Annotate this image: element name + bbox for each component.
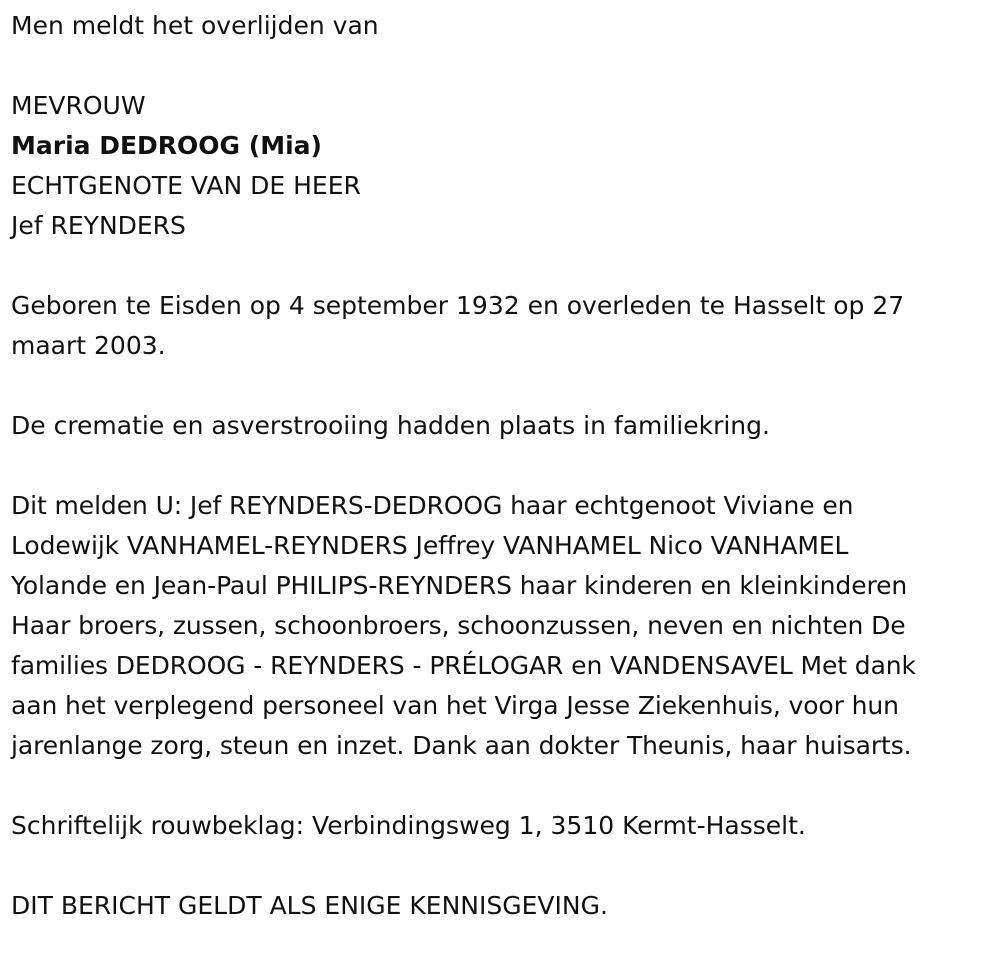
spacer xyxy=(11,846,986,886)
title-prefix: MEVROUW xyxy=(11,91,146,120)
spouse-relation: ECHTGENOTE VAN DE HEER xyxy=(11,171,361,200)
announcers-line: jarenlange zorg, steun en inzet. Dank aan dokter Theunis, haar huisarts. xyxy=(11,731,912,760)
spacer xyxy=(11,366,986,406)
spacer xyxy=(11,446,986,486)
announcers-line: families DEDROOG - REYNDERS - PRÉLOGAR en VANDENSAVEL Met dank xyxy=(11,651,916,680)
announcers-line: Dit melden U: Jef REYNDERS-DEDROOG haar echtgenoot Viviane en xyxy=(11,491,854,520)
intro-text: Men meldt het overlijden van xyxy=(11,11,379,40)
announcers-line: Haar broers, zussen, schoonbroers, schoonzussen, neven en nichten De xyxy=(11,611,906,640)
announcers-line: aan het verplegend personeel van het Virga Jesse Ziekenhuis, voor hun xyxy=(11,691,899,720)
deceased-name: Maria DEDROOG (Mia) xyxy=(11,131,322,160)
spacer xyxy=(11,246,986,286)
birth-death-line-2: maart 2003. xyxy=(11,331,166,360)
announcers-line: Yolande en Jean-Paul PHILIPS-REYNDERS haar kinderen en kleinkinderen xyxy=(11,571,908,600)
ceremony-text: De crematie en asverstrooiing hadden plaats in familiekring. xyxy=(11,411,770,440)
announcers-paragraph xyxy=(11,486,986,766)
death-notice xyxy=(11,6,986,926)
spouse-name: Jef REYNDERS xyxy=(11,211,186,240)
birth-death-line-1: Geboren te Eisden op 4 september 1932 en overleden te Hasselt op 27 xyxy=(11,291,905,320)
announcers-line: Lodewijk VANHAMEL-REYNDERS Jeffrey VANHAMEL Nico VANHAMEL xyxy=(11,531,849,560)
condolences-address: Schriftelijk rouwbeklag: Verbindingsweg 1, 3510 Kermt-Hasselt. xyxy=(11,811,806,840)
closing-statement: DIT BERICHT GELDT ALS ENIGE KENNISGEVING. xyxy=(11,891,608,920)
spacer xyxy=(11,46,986,86)
spacer xyxy=(11,766,986,806)
